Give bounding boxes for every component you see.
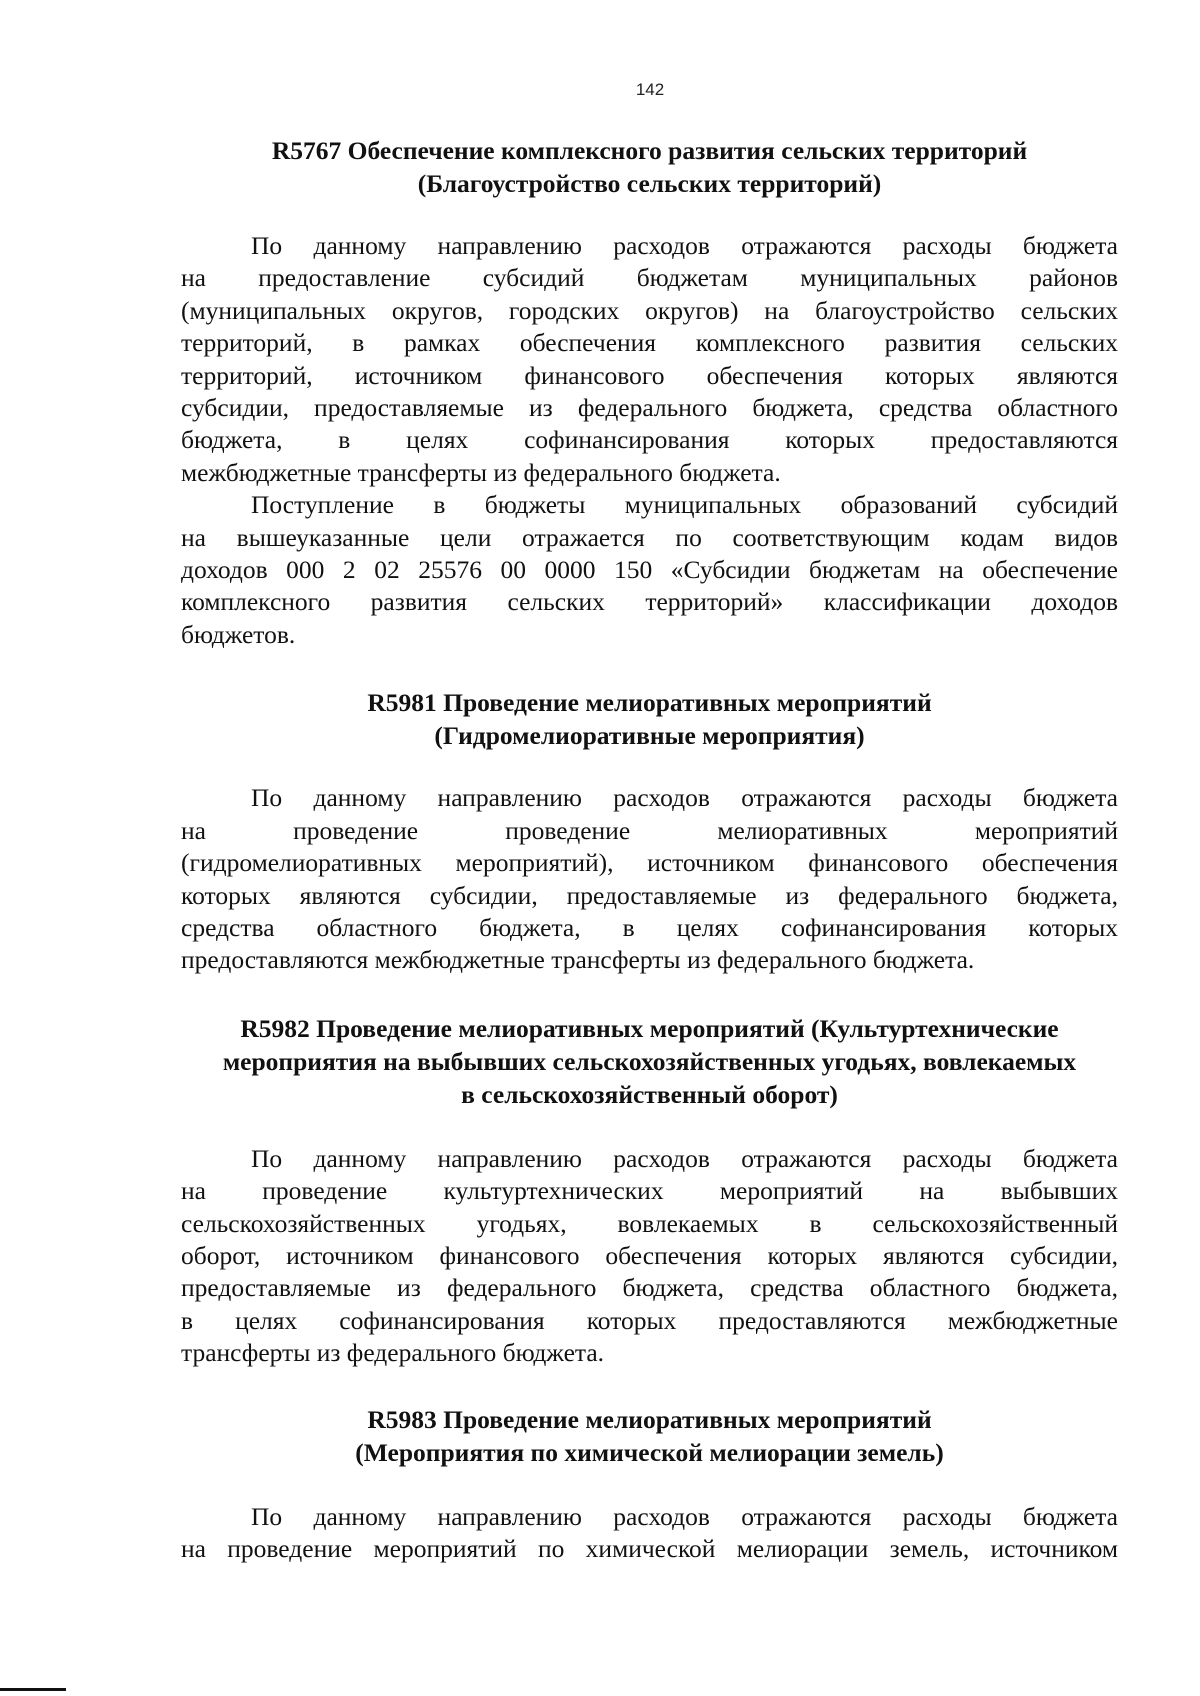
- section-heading-r5983: [181, 1403, 1118, 1469]
- section-heading-r5981: [181, 686, 1118, 752]
- text-line: средства областного бюджета, в целях софинансирования которых: [181, 912, 1118, 942]
- text-line: (муниципальных округов, городских округов) на благоустройство сельских: [181, 295, 1118, 325]
- paragraph: [181, 782, 1118, 976]
- document-body: [181, 134, 1118, 1565]
- text-line: территорий, в рамках обеспечения комплексного развития сельских: [181, 328, 1118, 358]
- text-line: Поступление в бюджеты муниципальных образований субсидий: [251, 490, 1118, 520]
- text-line: в целях софинансирования которых предоставляются межбюджетные: [181, 1305, 1118, 1335]
- heading-line: R5983 Проведение мелиоративных мероприятий: [367, 1404, 932, 1434]
- text-line: трансферты из федерального бюджета.: [181, 1338, 605, 1368]
- paragraph: [181, 1501, 1118, 1566]
- text-line: оборот, источником финансового обеспечения которых являются субсидии,: [181, 1240, 1118, 1270]
- heading-line: (Благоустройство сельских территорий): [417, 169, 882, 198]
- heading-line: R5767 Обеспечение комплексного развития сельских территорий: [271, 136, 1028, 165]
- text-line: бюджетов.: [181, 619, 296, 649]
- scan-edge-mark: [0, 1688, 66, 1691]
- text-line: бюджета, в целях софинансирования которых предоставляются: [181, 425, 1118, 455]
- heading-line: мероприятия на выбывших сельскохозяйственных угодьях, вовлекаемых: [222, 1046, 1077, 1076]
- text-line: предоставляются межбюджетные трансферты из федерального бюджета.: [181, 945, 975, 975]
- text-line: сельскохозяйственных угодьях, вовлекаемых в сельскохозяйственный: [181, 1208, 1118, 1238]
- text-line: на предоставление субсидий бюджетам муниципальных районов: [181, 263, 1118, 293]
- text-line: доходов 000 2 02 25576 00 0000 150 «Субсидии бюджетам на обеспечение: [181, 555, 1118, 585]
- heading-line: R5981 Проведение мелиоративных мероприятий: [367, 688, 932, 718]
- text-line: предоставляемые из федерального бюджета, средства областного бюджета,: [181, 1273, 1118, 1303]
- text-line: По данному направлению расходов отражаются расходы бюджета: [251, 1501, 1118, 1531]
- text-line: межбюджетные трансферты из федерального бюджета.: [181, 457, 781, 487]
- section-heading-r5767: [181, 134, 1118, 200]
- text-line: По данному направлению расходов отражаются расходы бюджета: [251, 1143, 1118, 1173]
- text-line: на проведение проведение мелиоративных мероприятий: [181, 815, 1118, 845]
- page-number: 142: [635, 80, 665, 99]
- text-line: субсидии, предоставляемые из федерального бюджета, средства областного: [181, 393, 1118, 423]
- paragraph: [181, 489, 1118, 651]
- heading-line: в сельскохозяйственный оборот): [461, 1079, 838, 1109]
- text-line: По данному направлению расходов отражаются расходы бюджета: [251, 783, 1118, 813]
- heading-line: (Гидромелиоративные мероприятия): [434, 721, 865, 751]
- text-line: на вышеуказанные цели отражается по соответствующим кодам видов: [181, 522, 1118, 552]
- text-line: которых являются субсидии, предоставляемые из федерального бюджета,: [181, 880, 1118, 910]
- text-line: По данному направлению расходов отражаются расходы бюджета: [251, 231, 1118, 260]
- text-line: на проведение культуртехнических мероприятий на выбывших: [181, 1176, 1118, 1206]
- heading-line: (Мероприятия по химической мелиорации земель): [355, 1437, 944, 1467]
- paragraph: [181, 1143, 1118, 1370]
- text-line: территорий, источником финансового обеспечения которых являются: [181, 360, 1118, 390]
- heading-line: R5982 Проведение мелиоративных мероприятий (Культуртехнические: [240, 1013, 1059, 1043]
- paragraph: [181, 230, 1118, 489]
- text-line: комплексного развития сельских территорий» классификации доходов: [181, 587, 1118, 617]
- text-line: (гидромелиоративных мероприятий), источником финансового обеспечения: [181, 848, 1118, 878]
- text-line: на проведение мероприятий по химической мелиорации земель, источником: [181, 1533, 1118, 1563]
- section-heading-r5982: [181, 1012, 1118, 1111]
